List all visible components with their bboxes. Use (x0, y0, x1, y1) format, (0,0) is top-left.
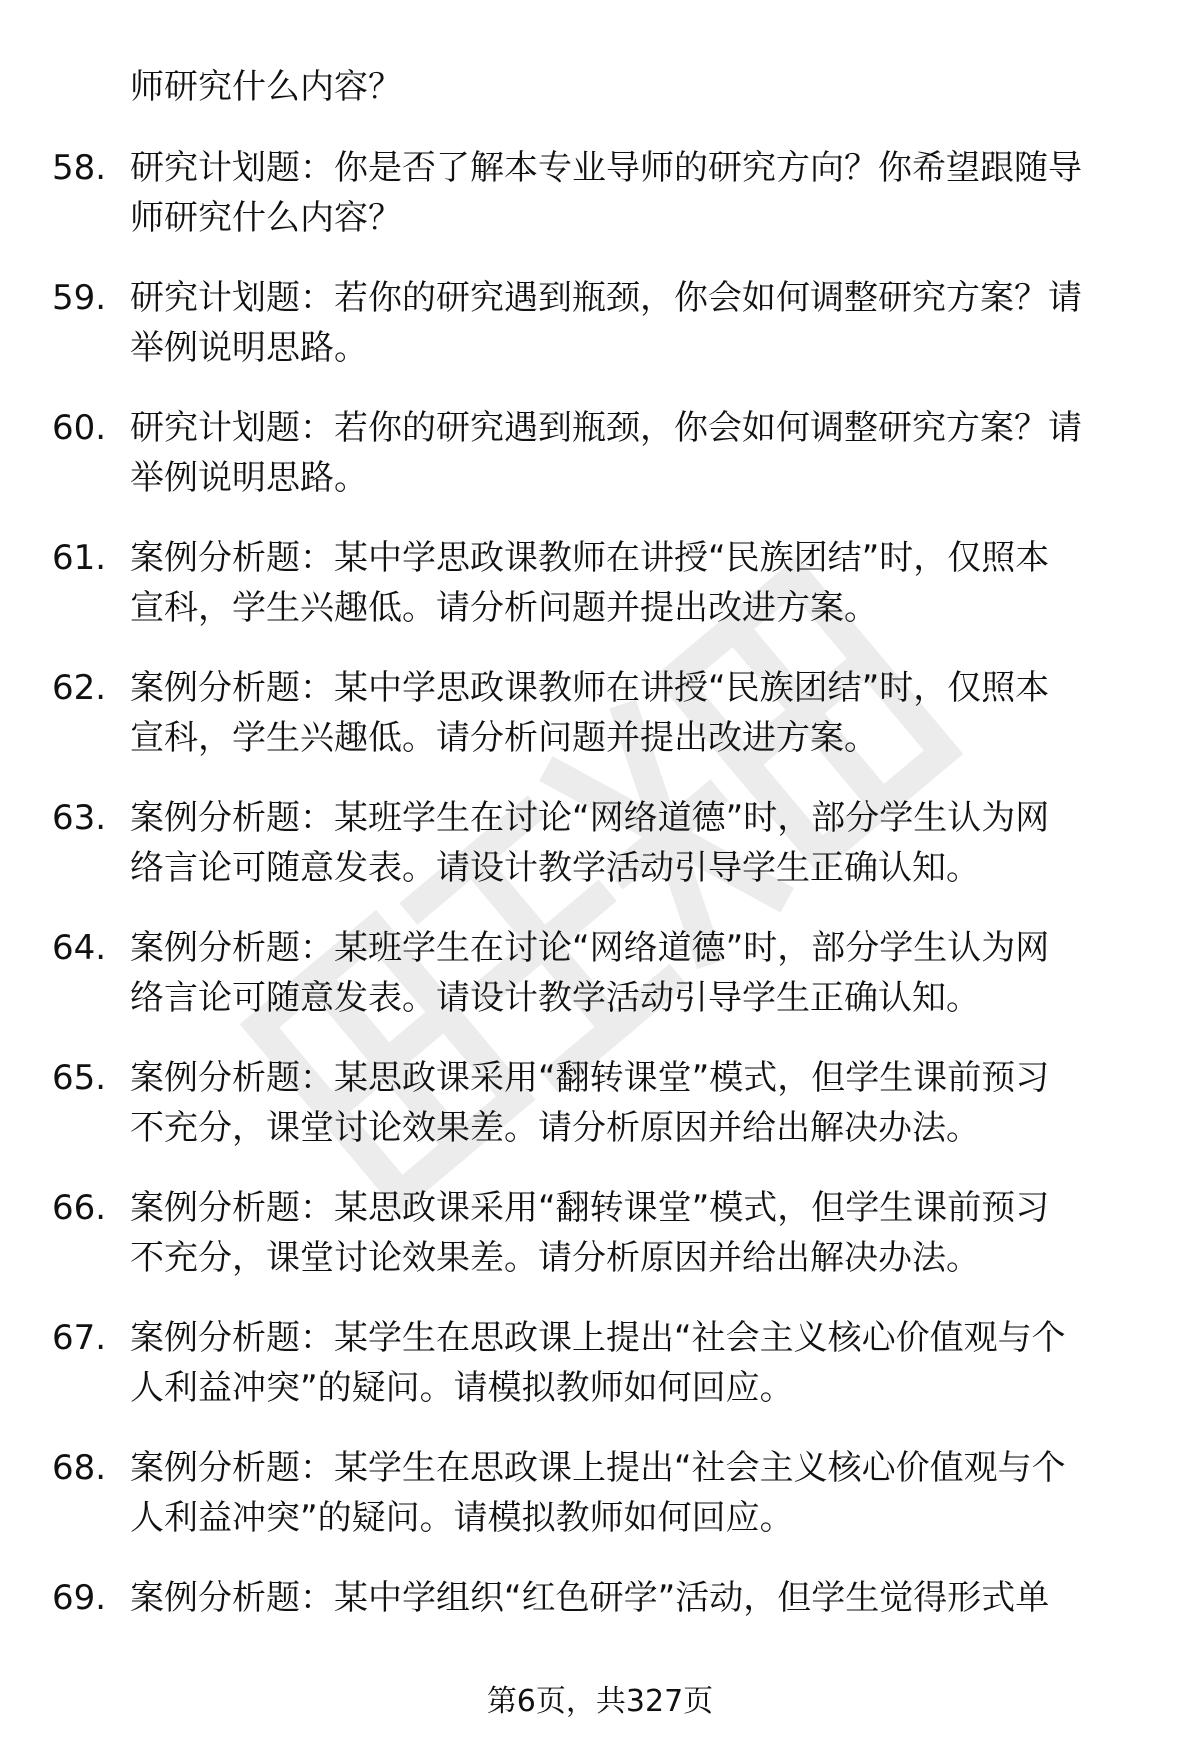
question-number: 60. (52, 408, 107, 448)
question-text-line: 师研究什么内容？ (130, 198, 402, 238)
question-item (0, 143, 1200, 243)
question-number: 58. (52, 148, 107, 188)
question-text-line: 研究计划题：若你的研究遇到瓶颈，你会如何调整研究方案？请 (130, 278, 1082, 318)
question-text-line: 络言论可随意发表。请设计教学活动引导学生正确认知。 (130, 848, 980, 888)
question-text-line: 研究计划题：你是否了解本专业导师的研究方向？你希望跟随导 (130, 148, 1082, 188)
question-item (0, 923, 1200, 1023)
question-number: 68. (52, 1448, 107, 1488)
question-text-line: 研究计划题：若你的研究遇到瓶颈，你会如何调整研究方案？请 (130, 408, 1082, 448)
question-number: 67. (52, 1318, 107, 1358)
page-footer: 第6页，共327页 (486, 1684, 714, 1719)
question-text-line: 人利益冲突”的疑问。请模拟教师如何回应。 (130, 1498, 794, 1538)
question-text-line: 案例分析题：某学生在思政课上提出“社会主义核心价值观与个 (130, 1318, 1066, 1358)
question-text-line: 宣科，学生兴趣低。请分析问题并提出改进方案。 (130, 718, 878, 758)
question-item (0, 1053, 1200, 1153)
question-number: 62. (52, 668, 107, 708)
question-text-line: 案例分析题：某思政课采用“翻转课堂”模式，但学生课前预习 (130, 1188, 1050, 1228)
question-text-line: 人利益冲突”的疑问。请模拟教师如何回应。 (130, 1368, 794, 1408)
question-number: 66. (52, 1188, 107, 1228)
question-text-line: 案例分析题：某班学生在讨论“网络道德”时，部分学生认为网 (130, 928, 1050, 968)
question-item (0, 1313, 1200, 1413)
question-text-line: 举例说明思路。 (130, 458, 368, 498)
question-number: 61. (52, 538, 107, 578)
question-text-line: 案例分析题：某班学生在讨论“网络道德”时，部分学生认为网 (130, 798, 1050, 838)
question-item (0, 403, 1200, 503)
question-item (0, 1443, 1200, 1543)
question-number: 69. (52, 1578, 107, 1618)
question-number: 64. (52, 928, 107, 968)
question-text-line: 案例分析题：某思政课采用“翻转课堂”模式，但学生课前预习 (130, 1058, 1050, 1098)
question-text-line: 举例说明思路。 (130, 328, 368, 368)
question-list (0, 143, 1200, 1703)
question-text-line: 案例分析题：某中学组织“红色研学”活动，但学生觉得形式单 (130, 1578, 1050, 1618)
question-item (0, 1573, 1200, 1673)
question-number: 59. (52, 278, 107, 318)
question-text-line: 络言论可随意发表。请设计教学活动引导学生正确认知。 (130, 978, 980, 1018)
question-number: 63. (52, 798, 107, 838)
question-item (0, 793, 1200, 893)
question-text-line: 不充分，课堂讨论效果差。请分析原因并给出解决办法。 (130, 1238, 980, 1278)
question-text-line: 不充分，课堂讨论效果差。请分析原因并给出解决办法。 (130, 1108, 980, 1148)
question-item (0, 273, 1200, 373)
question-text-line: 案例分析题：某学生在思政课上提出“社会主义核心价值观与个 (130, 1448, 1066, 1488)
question-item (0, 533, 1200, 633)
continuation-line: 师研究什么内容？ (130, 67, 402, 107)
question-number: 65. (52, 1058, 107, 1098)
question-text-line: 案例分析题：某中学思政课教师在讲授“民族团结”时，仅照本 (130, 538, 1050, 578)
question-item (0, 1183, 1200, 1283)
question-item (0, 663, 1200, 763)
question-text-line: 宣科，学生兴趣低。请分析问题并提出改进方案。 (130, 588, 878, 628)
question-text-line: 案例分析题：某中学思政课教师在讲授“民族团结”时，仅照本 (130, 668, 1050, 708)
